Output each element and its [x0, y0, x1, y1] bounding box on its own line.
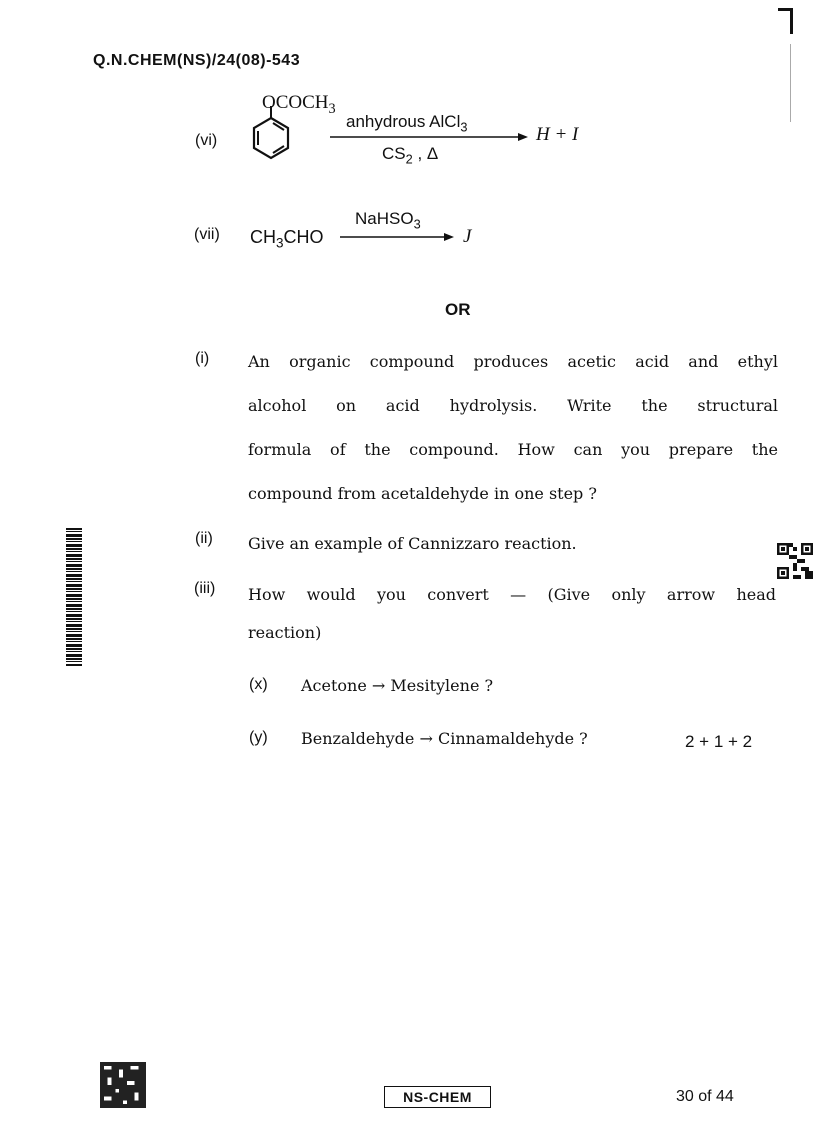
or-separator: OR	[445, 300, 471, 319]
question-iii-number: (iii)	[194, 580, 216, 597]
marks-distribution: 2 + 1 + 2	[685, 732, 753, 751]
question-i-line-2: alcohol on acid hydrolysis. Write the structural	[248, 396, 778, 415]
reactant-acetaldehyde: $CH_3CHO$	[250, 227, 324, 251]
reaction-arrow-vii	[340, 231, 456, 243]
reaction-vii-number: (vii)	[194, 226, 220, 243]
question-ii-number: (ii)	[195, 530, 213, 547]
qr-code-icon	[777, 543, 813, 579]
reagent-cs2: $CS_2$ , Δ	[382, 144, 439, 167]
reagent-alcl3: anhydrous AlCl$_3$	[346, 112, 468, 135]
question-ii-text: Give an example of Cannizzaro reaction.	[248, 534, 577, 553]
edge-line	[790, 44, 791, 122]
reagent-nahso3: NaHSO$_3$	[355, 209, 421, 232]
question-i-line-4: compound from acetaldehyde in one step ?	[248, 484, 597, 503]
corner-mark	[790, 8, 793, 34]
substituent-label: $OCOCH_3$	[262, 92, 336, 117]
page-number: 30 of 44	[676, 1088, 734, 1105]
side-barcode	[66, 528, 82, 666]
subpart-x-text: Acetone → Mesitylene ?	[301, 676, 494, 695]
reaction-vi-number: (vi)	[195, 132, 218, 149]
security-stamp-icon	[99, 1062, 147, 1108]
subpart-y-text: Benzaldehyde → Cinnamaldehyde ?	[301, 729, 588, 748]
question-iii-line-2: reaction)	[248, 623, 322, 642]
question-i-line-3: formula of the compound. How can you prepare the	[248, 440, 778, 459]
question-i-line-1: An organic compound produces acetic acid and ethyl	[248, 352, 778, 371]
paper-code: Q.N.CHEM(NS)/24(08)-543	[93, 52, 301, 69]
products-h-i: H + I	[536, 124, 579, 145]
subpart-x-label: (x)	[249, 676, 268, 693]
product-j: J	[463, 226, 472, 247]
question-iii-line-1: How would you convert — (Give only arrow head	[248, 585, 776, 604]
benzene-ring-icon	[246, 106, 296, 162]
reaction-arrow-vi	[330, 131, 530, 143]
subpart-y-label: (y)	[249, 729, 268, 746]
subject-code-box: NS-CHEM	[384, 1086, 491, 1108]
question-i-number: (i)	[195, 350, 210, 367]
